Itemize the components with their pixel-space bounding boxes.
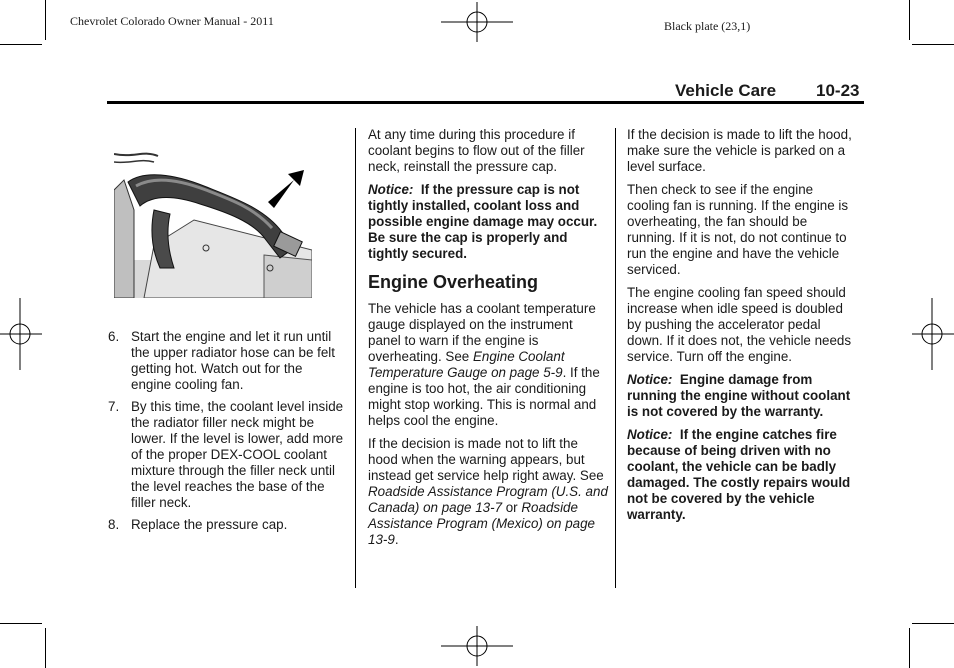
middle-column <box>368 127 608 555</box>
step-number: 6. <box>108 329 120 344</box>
crop-mark <box>45 0 46 40</box>
overheating-paragraph <box>368 301 608 429</box>
list-item <box>108 517 346 533</box>
column-divider <box>615 128 616 588</box>
cross-reference-link[interactable]: Roadside Assistance Program (U.S. and Canada) on page 13-7 <box>368 484 608 515</box>
section-title: Vehicle Care <box>675 81 777 100</box>
list-item <box>108 399 346 511</box>
right-column <box>627 127 859 530</box>
manual-title: Chevrolet Colorado Owner Manual - 2011 <box>70 14 274 28</box>
page-number: 10-23 <box>816 81 860 100</box>
notice-paragraph <box>627 372 859 420</box>
notice-text: If the pressure cap is not tightly installed, coolant loss and possible engine damage may occur. Be sure the cap is properly and tightly secured. <box>368 182 598 261</box>
crop-mark <box>909 0 910 40</box>
crop-mark <box>45 628 46 668</box>
step-number: 8. <box>108 517 120 532</box>
notice-label: Notice: <box>368 182 414 197</box>
registration-mark-icon <box>441 2 513 42</box>
left-column <box>108 329 346 539</box>
service-paragraph <box>368 436 608 548</box>
text-span: or <box>502 500 522 515</box>
text-span: The vehicle has a coolant temperature gauge displayed on the instrument panel to warn if the engine is overheating. See <box>368 301 596 364</box>
list-item <box>108 329 346 393</box>
step-text: Start the engine and let it run until the upper radiator hose can be felt getting hot. Watch out for the engine cooling fan. <box>131 329 335 392</box>
crop-mark <box>912 44 954 45</box>
step-text: By this time, the coolant level inside the radiator filler neck might be lower. If the level is lower, add more of the proper DEX-COOL coolant mixture through the filler neck until the level reaches the base of the filler neck. <box>131 399 344 510</box>
notice-paragraph <box>627 427 859 523</box>
lift-hood-paragraph: If the decision is made to lift the hood, make sure the vehicle is parked on a level surface. <box>627 127 852 174</box>
fan-speed-paragraph: The engine cooling fan speed should increase when idle speed is doubled by pushing the accelerator pedal down. If it does not, the vehicle needs service. Turn off the engine. <box>627 285 852 364</box>
cross-reference-link[interactable]: Roadside Assistance Program (Mexico) on page 13-9 <box>368 500 595 547</box>
crop-mark <box>0 44 42 45</box>
text-span: . If the engine is too hot, the air conditioning might stop working. This is normal and helps cool the engine. <box>368 365 600 428</box>
step-number: 7. <box>108 399 120 414</box>
section-heading: Engine Overheating <box>368 272 539 292</box>
registration-mark-icon <box>441 626 513 666</box>
crop-mark <box>909 628 910 668</box>
header-rule <box>107 101 864 104</box>
column-divider <box>355 128 356 588</box>
intro-paragraph: At any time during this procedure if coolant begins to flow out of the filler neck, reinstall the pressure cap. <box>368 127 585 174</box>
text-span: . <box>394 532 399 547</box>
plate-label: Black plate (23,1) <box>664 19 751 33</box>
notice-label: Notice: <box>627 372 673 387</box>
cross-reference-link[interactable]: Engine Coolant Temperature Gauge on page 5-9 <box>368 349 565 380</box>
radiator-hose-illustration <box>114 150 312 298</box>
step-text: Replace the pressure cap. <box>131 517 288 532</box>
cooling-fan-paragraph: Then check to see if the engine cooling fan is running. If the engine is overheating, the fan should be running. If it is not, do not continue to run the engine and have the vehicle serviced. <box>627 182 849 277</box>
text-span: If the decision is made not to lift the hood when the warning appears, but instead get service help right away. See <box>368 436 604 483</box>
crop-mark <box>0 623 42 624</box>
steps-list <box>108 329 346 533</box>
registration-mark-icon <box>0 298 42 370</box>
notice-paragraph <box>368 182 608 262</box>
notice-text: Engine damage from running the engine without coolant is not covered by the warranty. <box>627 372 851 419</box>
notice-label: Notice: <box>627 427 673 442</box>
crop-mark <box>912 623 954 624</box>
registration-mark-icon <box>910 298 954 370</box>
notice-text: If the engine catches fire because of being driven with no coolant, the vehicle can be badly damaged. The costly repairs would not be covered by the vehicle warranty. <box>627 427 851 522</box>
